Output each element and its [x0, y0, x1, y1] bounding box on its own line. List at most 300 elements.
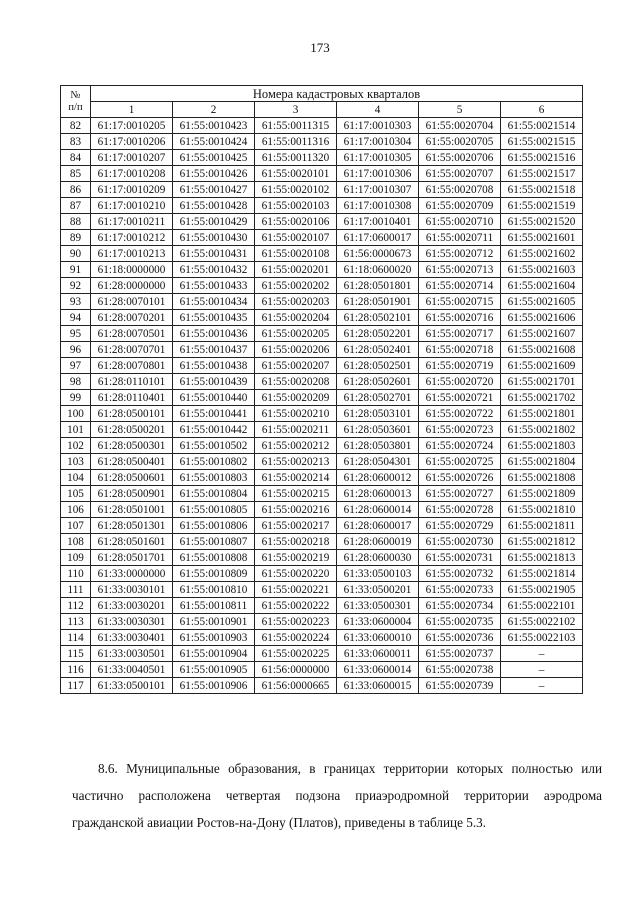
cadastral-number-cell: 61:18:0600020 [337, 262, 419, 278]
cadastral-number-cell: 61:33:0000000 [91, 566, 173, 582]
cadastral-number-cell: 61:18:0000000 [91, 262, 173, 278]
cadastral-number-cell: 61:55:0010802 [173, 454, 255, 470]
cadastral-number-cell: 61:55:0010426 [173, 166, 255, 182]
cadastral-number-cell: 61:55:0010438 [173, 358, 255, 374]
cadastral-number-cell: 61:55:0021514 [501, 118, 583, 134]
cadastral-number-cell: 61:55:0020208 [255, 374, 337, 390]
row-number-header: № п/п [61, 86, 91, 118]
row-number-cell: 98 [61, 374, 91, 390]
cadastral-number-cell: 61:55:0010905 [173, 662, 255, 678]
row-number-cell: 88 [61, 214, 91, 230]
cadastral-number-cell: 61:55:0021802 [501, 422, 583, 438]
cadastral-number-cell: 61:28:0501301 [91, 518, 173, 534]
row-number-cell: 99 [61, 390, 91, 406]
cadastral-number-cell: 61:55:0010906 [173, 678, 255, 694]
cadastral-number-cell: 61:28:0070201 [91, 310, 173, 326]
cadastral-number-cell: 61:56:0000673 [337, 246, 419, 262]
cadastral-number-cell: 61:55:0021602 [501, 246, 583, 262]
row-number-cell: 105 [61, 486, 91, 502]
cadastral-number-cell: 61:55:0020220 [255, 566, 337, 582]
cadastral-number-cell: 61:55:0020718 [419, 342, 501, 358]
table-row [61, 230, 583, 246]
column-header-3: 3 [255, 102, 337, 118]
cadastral-number-cell: 61:55:0020209 [255, 390, 337, 406]
cadastral-number-cell: 61:28:0500601 [91, 470, 173, 486]
cadastral-number-cell: 61:33:0600004 [337, 614, 419, 630]
cadastral-number-cell: – [501, 662, 583, 678]
cadastral-number-cell: 61:55:0020224 [255, 630, 337, 646]
cadastral-number-cell: 61:28:0504301 [337, 454, 419, 470]
cadastral-number-cell: 61:55:0020218 [255, 534, 337, 550]
cadastral-number-cell: 61:17:0010212 [91, 230, 173, 246]
cadastral-number-cell: 61:55:0020714 [419, 278, 501, 294]
cadastral-number-cell: 61:55:0010423 [173, 118, 255, 134]
cadastral-number-cell: – [501, 678, 583, 694]
cadastral-number-cell: 61:28:0501001 [91, 502, 173, 518]
cadastral-number-cell: 61:33:0030101 [91, 582, 173, 598]
cadastral-number-cell: 61:55:0010429 [173, 214, 255, 230]
table-header-row [61, 86, 583, 102]
cadastral-number-cell: 61:55:0020737 [419, 646, 501, 662]
table-row [61, 518, 583, 534]
cadastral-number-cell: 61:55:0021809 [501, 486, 583, 502]
cadastral-number-cell: 61:55:0021517 [501, 166, 583, 182]
cadastral-number-cell: 61:28:0501601 [91, 534, 173, 550]
cadastral-number-cell: 61:28:0070801 [91, 358, 173, 374]
row-number-cell: 85 [61, 166, 91, 182]
table-row [61, 422, 583, 438]
cadastral-number-cell: 61:55:0021702 [501, 390, 583, 406]
cadastral-table-container [60, 85, 583, 694]
table-row [61, 262, 583, 278]
cadastral-number-cell: 61:55:0020725 [419, 454, 501, 470]
cadastral-number-cell: 61:55:0020216 [255, 502, 337, 518]
cadastral-number-cell: 61:28:0502201 [337, 326, 419, 342]
cadastral-number-cell: 61:55:0020736 [419, 630, 501, 646]
cadastral-number-cell: 61:55:0010901 [173, 614, 255, 630]
cadastral-number-cell: 61:55:0020738 [419, 662, 501, 678]
cadastral-number-cell: 61:28:0070701 [91, 342, 173, 358]
column-header-6: 6 [501, 102, 583, 118]
cadastral-number-cell: 61:55:0020203 [255, 294, 337, 310]
cadastral-number-cell: 61:17:0010304 [337, 134, 419, 150]
table-row [61, 598, 583, 614]
table-row [61, 182, 583, 198]
cadastral-number-cell: 61:17:0010305 [337, 150, 419, 166]
row-number-cell: 86 [61, 182, 91, 198]
table-row [61, 294, 583, 310]
column-header-4: 4 [337, 102, 419, 118]
cadastral-number-cell: 61:28:0500901 [91, 486, 173, 502]
cadastral-number-cell: 61:33:0030401 [91, 630, 173, 646]
cadastral-number-cell: 61:55:0020717 [419, 326, 501, 342]
cadastral-number-cell: 61:55:0020709 [419, 198, 501, 214]
cadastral-number-cell: 61:55:0010810 [173, 582, 255, 598]
cadastral-number-cell: 61:55:0021519 [501, 198, 583, 214]
row-number-cell: 103 [61, 454, 91, 470]
cadastral-number-cell: 61:55:0021605 [501, 294, 583, 310]
cadastral-number-cell: 61:55:0020211 [255, 422, 337, 438]
table-row [61, 438, 583, 454]
cadastral-number-cell: 61:55:0020731 [419, 550, 501, 566]
cadastral-number-cell: 61:33:0500101 [91, 678, 173, 694]
cadastral-number-cell: 61:55:0010431 [173, 246, 255, 262]
table-row [61, 246, 583, 262]
cadastral-number-cell: 61:55:0021606 [501, 310, 583, 326]
cadastral-number-cell: 61:55:0010439 [173, 374, 255, 390]
cadastral-number-cell: 61:55:0020728 [419, 502, 501, 518]
cadastral-number-cell: 61:33:0600011 [337, 646, 419, 662]
row-number-cell: 110 [61, 566, 91, 582]
cadastral-number-cell: 61:28:0110401 [91, 390, 173, 406]
table-row [61, 390, 583, 406]
table-row [61, 550, 583, 566]
cadastral-number-cell: 61:55:0020101 [255, 166, 337, 182]
cadastral-number-cell: 61:55:0020724 [419, 438, 501, 454]
cadastral-number-cell: 61:55:0020723 [419, 422, 501, 438]
row-number-cell: 101 [61, 422, 91, 438]
row-number-cell: 112 [61, 598, 91, 614]
cadastral-number-cell: 61:55:0021811 [501, 518, 583, 534]
cadastral-number-cell: 61:17:0010210 [91, 198, 173, 214]
row-number-cell: 104 [61, 470, 91, 486]
cadastral-number-cell: 61:55:0010804 [173, 486, 255, 502]
cadastral-number-cell: 61:55:0020219 [255, 550, 337, 566]
cadastral-number-cell: 61:55:0010811 [173, 598, 255, 614]
cadastral-number-cell: 61:55:0010502 [173, 438, 255, 454]
cadastral-number-cell: 61:55:0010803 [173, 470, 255, 486]
cadastral-number-cell: 61:17:0010303 [337, 118, 419, 134]
row-number-cell: 109 [61, 550, 91, 566]
cadastral-number-cell: 61:28:0070501 [91, 326, 173, 342]
table-row [61, 678, 583, 694]
cadastral-number-cell: 61:55:0010427 [173, 182, 255, 198]
cadastral-number-cell: 61:33:0040501 [91, 662, 173, 678]
cadastral-number-cell: 61:55:0010433 [173, 278, 255, 294]
table-row [61, 342, 583, 358]
cadastral-number-cell: 61:55:0020727 [419, 486, 501, 502]
cadastral-number-cell: 61:33:0500103 [337, 566, 419, 582]
cadastral-number-cell: 61:55:0010432 [173, 262, 255, 278]
row-number-cell: 95 [61, 326, 91, 342]
row-number-cell: 102 [61, 438, 91, 454]
cadastral-number-cell: 61:55:0020710 [419, 214, 501, 230]
cadastral-number-cell: 61:55:0020103 [255, 198, 337, 214]
cadastral-number-cell: 61:55:0010424 [173, 134, 255, 150]
cadastral-number-cell: 61:55:0010442 [173, 422, 255, 438]
cadastral-number-cell: 61:55:0020732 [419, 566, 501, 582]
row-number-cell: 114 [61, 630, 91, 646]
table-row [61, 134, 583, 150]
cadastral-number-cell: 61:55:0021520 [501, 214, 583, 230]
row-number-cell: 91 [61, 262, 91, 278]
cadastral-number-cell: 61:55:0010437 [173, 342, 255, 358]
row-number-cell: 93 [61, 294, 91, 310]
cadastral-number-cell: 61:55:0010807 [173, 534, 255, 550]
cadastral-number-cell: 61:55:0020705 [419, 134, 501, 150]
cadastral-number-cell: 61:55:0010440 [173, 390, 255, 406]
cadastral-number-cell: 61:28:0502501 [337, 358, 419, 374]
row-number-cell: 106 [61, 502, 91, 518]
cadastral-number-cell: 61:55:0011316 [255, 134, 337, 150]
table-row [61, 454, 583, 470]
cadastral-number-cell: 61:55:0020207 [255, 358, 337, 374]
cadastral-number-cell: 61:55:0020217 [255, 518, 337, 534]
cadastral-number-cell: 61:55:0020214 [255, 470, 337, 486]
cadastral-number-cell: 61:55:0020726 [419, 470, 501, 486]
table-row [61, 118, 583, 134]
row-number-cell: 84 [61, 150, 91, 166]
cadastral-number-cell: 61:55:0020206 [255, 342, 337, 358]
cadastral-number-cell: 61:55:0021803 [501, 438, 583, 454]
table-row [61, 374, 583, 390]
cadastral-number-cell: 61:55:0020722 [419, 406, 501, 422]
cadastral-number-cell: 61:55:0010435 [173, 310, 255, 326]
cadastral-number-cell: 61:28:0500401 [91, 454, 173, 470]
cadastral-number-cell: 61:55:0020733 [419, 582, 501, 598]
cadastral-number-cell: – [501, 646, 583, 662]
table-row [61, 406, 583, 422]
table-row [61, 166, 583, 182]
row-number-cell: 83 [61, 134, 91, 150]
table-row [61, 358, 583, 374]
row-number-cell: 100 [61, 406, 91, 422]
cadastral-number-cell: 61:17:0010306 [337, 166, 419, 182]
table-row [61, 326, 583, 342]
cadastral-number-cell: 61:55:0020720 [419, 374, 501, 390]
cadastral-number-cell: 61:17:0010206 [91, 134, 173, 150]
cadastral-number-cell: 61:28:0500101 [91, 406, 173, 422]
cadastral-number-cell: 61:28:0501801 [337, 278, 419, 294]
cadastral-number-cell: 61:55:0021801 [501, 406, 583, 422]
cadastral-number-cell: 61:55:0010809 [173, 566, 255, 582]
cadastral-number-cell: 61:28:0070101 [91, 294, 173, 310]
cadastral-number-cell: 61:17:0010307 [337, 182, 419, 198]
table-row [61, 278, 583, 294]
cadastral-number-cell: 61:55:0010425 [173, 150, 255, 166]
table-row [61, 310, 583, 326]
cadastral-number-cell: 61:17:0010209 [91, 182, 173, 198]
cadastral-number-cell: 61:55:0020202 [255, 278, 337, 294]
cadastral-number-cell: 61:28:0600030 [337, 550, 419, 566]
cadastral-number-cell: 61:55:0010430 [173, 230, 255, 246]
cadastral-number-cell: 61:55:0010441 [173, 406, 255, 422]
cadastral-number-cell: 61:55:0021814 [501, 566, 583, 582]
cadastral-number-cell: 61:55:0021905 [501, 582, 583, 598]
cadastral-number-cell: 61:33:0600014 [337, 662, 419, 678]
cadastral-number-cell: 61:55:0020729 [419, 518, 501, 534]
cadastral-number-cell: 61:55:0021516 [501, 150, 583, 166]
cadastral-number-cell: 61:28:0501901 [337, 294, 419, 310]
cadastral-number-cell: 61:33:0030501 [91, 646, 173, 662]
cadastral-number-cell: 61:55:0021808 [501, 470, 583, 486]
cadastral-number-cell: 61:55:0020213 [255, 454, 337, 470]
page-number: 173 [310, 40, 330, 55]
cadastral-number-cell: 61:28:0503801 [337, 438, 419, 454]
cadastral-number-cell: 61:55:0021608 [501, 342, 583, 358]
cadastral-number-cell: 61:55:0021701 [501, 374, 583, 390]
column-header-2: 2 [173, 102, 255, 118]
cadastral-number-cell: 61:55:0020201 [255, 262, 337, 278]
cadastral-number-cell: 61:55:0022102 [501, 614, 583, 630]
table-title-header: Номера кадастровых кварталов [91, 86, 583, 102]
table-row [61, 582, 583, 598]
cadastral-number-cell: 61:55:0020734 [419, 598, 501, 614]
cadastral-number-cell: 61:33:0500301 [337, 598, 419, 614]
cadastral-number-cell: 61:17:0010308 [337, 198, 419, 214]
cadastral-number-cell: 61:28:0000000 [91, 278, 173, 294]
cadastral-number-cell: 61:33:0600015 [337, 678, 419, 694]
cadastral-number-cell: 61:55:0021812 [501, 534, 583, 550]
cadastral-number-cell: 61:55:0020107 [255, 230, 337, 246]
cadastral-number-cell: 61:55:0020205 [255, 326, 337, 342]
table-row [61, 646, 583, 662]
cadastral-number-cell: 61:55:0010808 [173, 550, 255, 566]
row-number-cell: 107 [61, 518, 91, 534]
table-row [61, 630, 583, 646]
table-row [61, 534, 583, 550]
cadastral-number-cell: 61:55:0020716 [419, 310, 501, 326]
row-number-cell: 82 [61, 118, 91, 134]
cadastral-number-cell: 61:28:0503601 [337, 422, 419, 438]
cadastral-number-cell: 61:17:0600017 [337, 230, 419, 246]
cadastral-number-cell: 61:33:0500201 [337, 582, 419, 598]
cadastral-number-cell: 61:55:0010434 [173, 294, 255, 310]
cadastral-number-cell: 61:55:0021813 [501, 550, 583, 566]
cadastral-number-cell: 61:33:0030301 [91, 614, 173, 630]
cadastral-number-cell: 61:55:0011315 [255, 118, 337, 134]
column-header-1: 1 [91, 102, 173, 118]
row-number-cell: 92 [61, 278, 91, 294]
row-number-cell: 115 [61, 646, 91, 662]
cadastral-number-cell: 61:55:0020713 [419, 262, 501, 278]
cadastral-number-cell: 61:28:0503101 [337, 406, 419, 422]
row-number-cell: 108 [61, 534, 91, 550]
cadastral-number-cell: 61:55:0021604 [501, 278, 583, 294]
cadastral-number-cell: 61:55:0020735 [419, 614, 501, 630]
cadastral-number-cell: 61:55:0010805 [173, 502, 255, 518]
cadastral-number-cell: 61:55:0021607 [501, 326, 583, 342]
row-number-cell: 117 [61, 678, 91, 694]
cadastral-number-cell: 61:55:0010428 [173, 198, 255, 214]
cadastral-number-cell: 61:28:0502401 [337, 342, 419, 358]
table-row [61, 486, 583, 502]
table-body [61, 118, 583, 694]
cadastral-number-cell: 61:55:0020706 [419, 150, 501, 166]
cadastral-number-cell: 61:55:0021609 [501, 358, 583, 374]
column-number-row [61, 102, 583, 118]
section-paragraph: 8.6. Муниципальные образования, в границах территории которых полностью или частично расположена четвертая подзона приаэродромной территории аэродрома гражданской авиации Ростов-на-Дону (Платов), приведены в таблице 5.3. [72, 761, 602, 831]
cadastral-number-cell: 61:28:0502701 [337, 390, 419, 406]
cadastral-number-cell: 61:56:0000665 [255, 678, 337, 694]
row-number-cell: 89 [61, 230, 91, 246]
cadastral-number-cell: 61:55:0020711 [419, 230, 501, 246]
cadastral-number-cell: 61:55:0020739 [419, 678, 501, 694]
column-header-5: 5 [419, 102, 501, 118]
cadastral-number-cell: 61:55:0020704 [419, 118, 501, 134]
cadastral-number-cell: 61:55:0021515 [501, 134, 583, 150]
cadastral-number-cell: 61:55:0020715 [419, 294, 501, 310]
cadastral-number-cell: 61:17:0010401 [337, 214, 419, 230]
cadastral-number-cell: 61:55:0020223 [255, 614, 337, 630]
cadastral-number-cell: 61:55:0022103 [501, 630, 583, 646]
cadastral-quarters-table [60, 85, 583, 694]
cadastral-number-cell: 61:55:0021603 [501, 262, 583, 278]
cadastral-number-cell: 61:28:0502601 [337, 374, 419, 390]
cadastral-number-cell: 61:55:0020221 [255, 582, 337, 598]
table-row [61, 150, 583, 166]
cadastral-number-cell: 61:55:0022101 [501, 598, 583, 614]
cadastral-number-cell: 61:55:0020106 [255, 214, 337, 230]
cadastral-number-cell: 61:55:0011320 [255, 150, 337, 166]
cadastral-number-cell: 61:55:0020215 [255, 486, 337, 502]
cadastral-number-cell: 61:55:0020721 [419, 390, 501, 406]
cadastral-number-cell: 61:17:0010211 [91, 214, 173, 230]
table-row [61, 198, 583, 214]
row-number-cell: 116 [61, 662, 91, 678]
table-row [61, 470, 583, 486]
cadastral-number-cell: 61:28:0500301 [91, 438, 173, 454]
cadastral-number-cell: 61:17:0010207 [91, 150, 173, 166]
cadastral-number-cell: 61:28:0600019 [337, 534, 419, 550]
cadastral-number-cell: 61:28:0600014 [337, 502, 419, 518]
row-number-cell: 113 [61, 614, 91, 630]
cadastral-number-cell: 61:33:0030201 [91, 598, 173, 614]
cadastral-number-cell: 61:17:0010213 [91, 246, 173, 262]
cadastral-number-cell: 61:55:0020102 [255, 182, 337, 198]
cadastral-number-cell: 61:28:0600013 [337, 486, 419, 502]
cadastral-number-cell: 61:33:0600010 [337, 630, 419, 646]
cadastral-number-cell: 61:28:0110101 [91, 374, 173, 390]
cadastral-number-cell: 61:55:0010903 [173, 630, 255, 646]
cadastral-number-cell: 61:55:0021804 [501, 454, 583, 470]
cadastral-number-cell: 61:55:0020730 [419, 534, 501, 550]
cadastral-number-cell: 61:17:0010208 [91, 166, 173, 182]
cadastral-number-cell: 61:55:0010436 [173, 326, 255, 342]
row-number-cell: 94 [61, 310, 91, 326]
table-row [61, 214, 583, 230]
cadastral-number-cell: 61:28:0501701 [91, 550, 173, 566]
table-row [61, 614, 583, 630]
cadastral-number-cell: 61:55:0020222 [255, 598, 337, 614]
row-number-cell: 90 [61, 246, 91, 262]
table-row [61, 502, 583, 518]
cadastral-number-cell: 61:28:0500201 [91, 422, 173, 438]
cadastral-number-cell: 61:28:0502101 [337, 310, 419, 326]
table-row [61, 662, 583, 678]
cadastral-number-cell: 61:55:0010904 [173, 646, 255, 662]
cadastral-number-cell: 61:55:0020712 [419, 246, 501, 262]
cadastral-number-cell: 61:55:0021518 [501, 182, 583, 198]
cadastral-number-cell: 61:28:0600017 [337, 518, 419, 534]
cadastral-number-cell: 61:55:0021601 [501, 230, 583, 246]
cadastral-number-cell: 61:28:0600012 [337, 470, 419, 486]
cadastral-number-cell: 61:55:0020212 [255, 438, 337, 454]
row-number-cell: 97 [61, 358, 91, 374]
cadastral-number-cell: 61:55:0020108 [255, 246, 337, 262]
cadastral-number-cell: 61:55:0020719 [419, 358, 501, 374]
table-row [61, 566, 583, 582]
row-number-cell: 111 [61, 582, 91, 598]
cadastral-number-cell: 61:55:0020225 [255, 646, 337, 662]
cadastral-number-cell: 61:55:0021810 [501, 502, 583, 518]
cadastral-number-cell: 61:55:0020707 [419, 166, 501, 182]
cadastral-number-cell: 61:55:0020210 [255, 406, 337, 422]
row-number-cell: 87 [61, 198, 91, 214]
cadastral-number-cell: 61:55:0010806 [173, 518, 255, 534]
cadastral-number-cell: 61:56:0000000 [255, 662, 337, 678]
cadastral-number-cell: 61:17:0010205 [91, 118, 173, 134]
